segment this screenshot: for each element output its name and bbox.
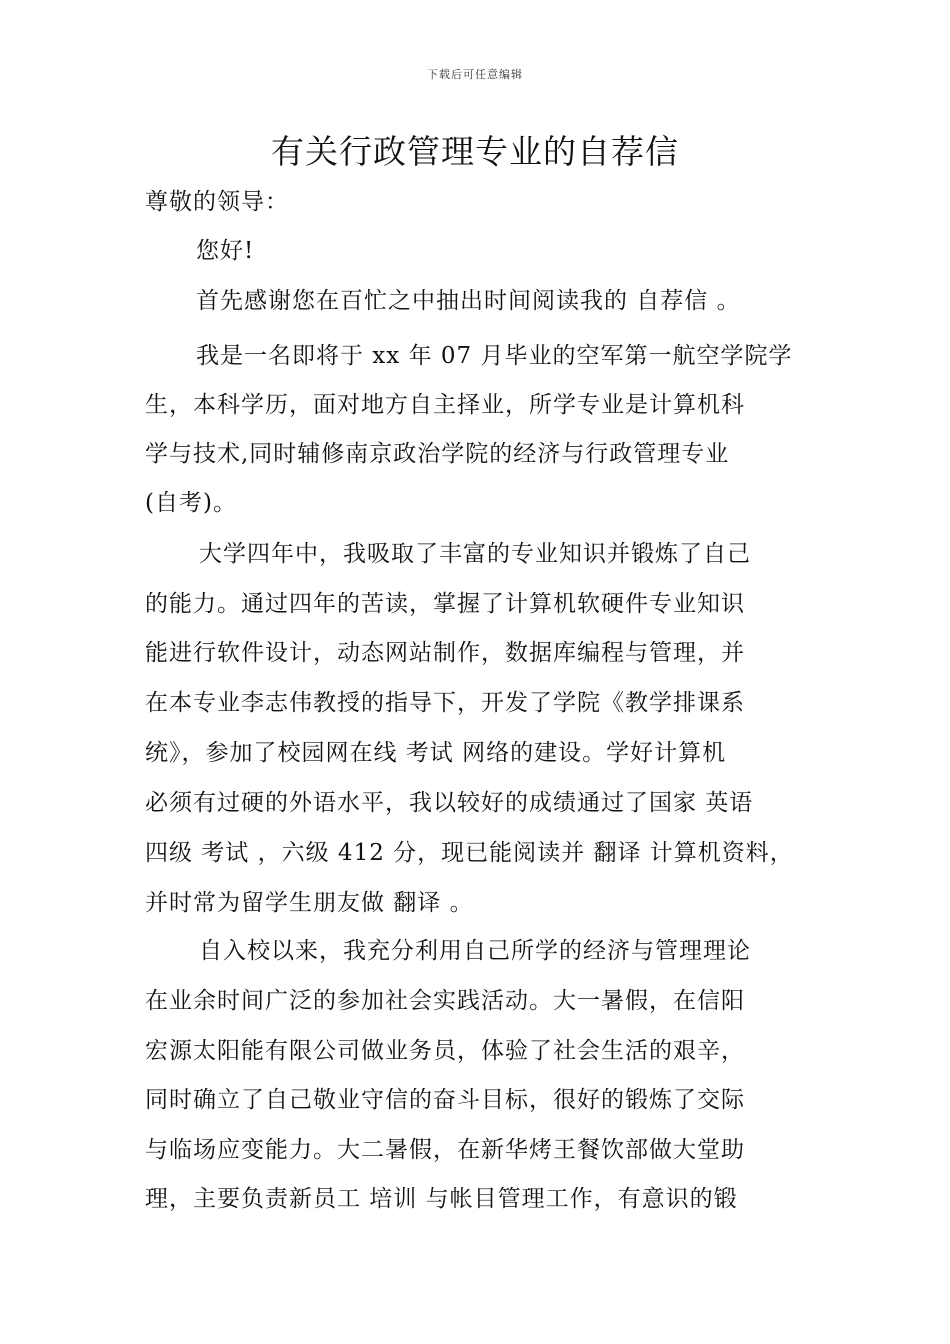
body-line: 自入校以来，我充分利用自己所学的经济与管理理论 xyxy=(199,938,751,964)
page-title: 有关行政管理专业的自荐信 xyxy=(271,132,679,171)
body-line: 生，本科学历，面对地方自主择业，所学专业是计算机科 xyxy=(145,392,745,418)
body-line: 我是一名即将于 xx 年 07 月毕业的空军第一航空学院学 xyxy=(196,343,793,369)
body-line: (自考)。 xyxy=(145,490,237,516)
body-line: 并时常为留学生朋友做 翻译 。 xyxy=(145,890,474,916)
body-line: 大学四年中，我吸取了丰富的专业知识并锻炼了自己 xyxy=(199,541,751,567)
body-line: 首先感谢您在百忙之中抽出时间阅读我的 自荐信 。 xyxy=(196,288,741,314)
greeting: 您好! xyxy=(196,238,255,264)
body-line: 学与技术,同时辅修南京政治学院的经济与行政管理专业 xyxy=(145,441,730,467)
body-line: 四级 考试 ，六级 412 分，现已能阅读并 翻译 计算机资料， xyxy=(145,840,794,866)
body-line: 统》，参加了校园网在线 考试 网络的建设。学好计算机 xyxy=(145,740,727,766)
body-line: 理，主要负责新员工 培训 与帐目管理工作，有意识的锻 xyxy=(145,1186,738,1212)
body-line: 在本专业李志伟教授的指导下，开发了学院《教学排课系 xyxy=(145,690,745,716)
body-line: 宏源太阳能有限公司做业务员，体验了社会生活的艰辛， xyxy=(145,1038,745,1064)
body-line: 能进行软件设计，动态网站制作，数据库编程与管理，并 xyxy=(145,640,745,666)
body-line: 与临场应变能力。大二暑假，在新华烤王餐饮部做大堂助 xyxy=(145,1137,745,1163)
body-line: 在业余时间广泛的参加社会实践活动。大一暑假，在信阳 xyxy=(145,988,745,1014)
header-note: 下载后可任意编辑 xyxy=(427,68,523,81)
body-line: 的能力。通过四年的苦读，掌握了计算机软硬件专业知识 xyxy=(145,591,745,617)
body-line: 必须有过硬的外语水平，我以较好的成绩通过了国家 英语 xyxy=(145,790,754,816)
salutation: 尊敬的领导： xyxy=(145,189,289,215)
body-line: 同时确立了自己敬业守信的奋斗目标，很好的锻炼了交际 xyxy=(145,1087,745,1113)
